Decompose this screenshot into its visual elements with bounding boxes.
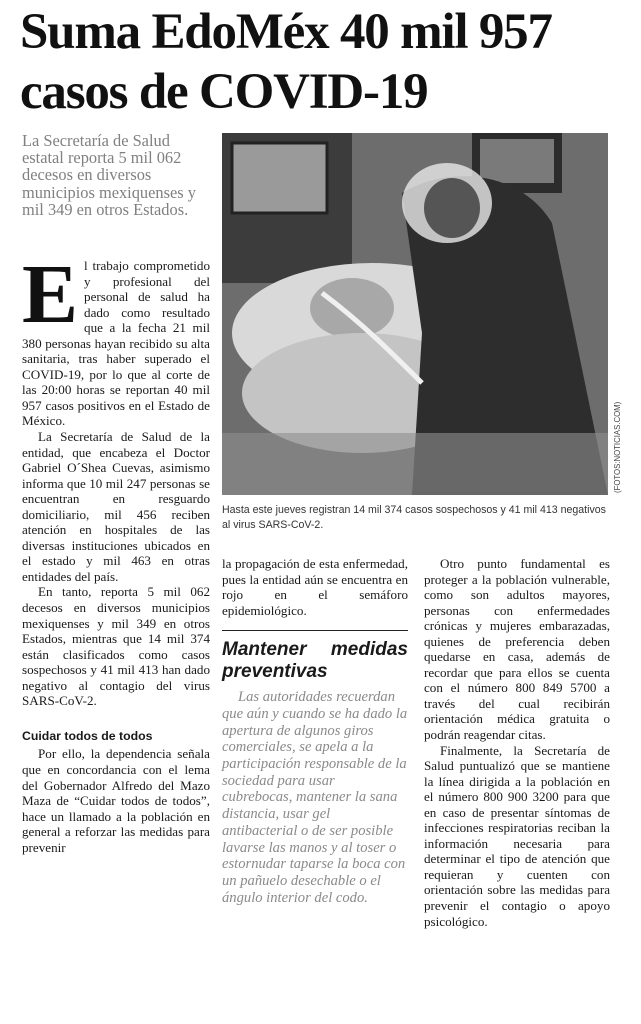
paragraph: Finalmente, la Secretaría de Salud puntualizó que se mantiene la línea dirigida a la población en el número 800 900 3200 para que en caso de presentar síntomas de infecciones respiratorias reciban la información necesaria para determinar el tipo de atención que requieran y cuenten con orientación sobre las medidas para prevenir el contagio o apoyo psicológico. xyxy=(424,742,610,929)
photo-credit-text: (FOTOS:NOTICIAS.COM) xyxy=(613,401,622,493)
paragraph: Por ello, la dependencia señala que en concordancia con el lema del Gobernador Alfredo del Mazo Maza de “Cuidar todos de todos”, hace un llamado a la población en general a reforzar las medidas para prevenir xyxy=(22,746,210,855)
headline: Suma EdoMéx 40 mil 957 casos de COVID-19 xyxy=(20,4,552,120)
medical-scene-illustration xyxy=(222,133,608,495)
photo-caption: Hasta este jueves registran 14 mil 374 casos sospechosos y 41 mil 413 negativos al virus SARS-CoV-2. xyxy=(222,504,606,531)
news-photo xyxy=(222,133,608,495)
article-column-2 xyxy=(222,556,408,906)
lead-paragraph-text: l trabajo comprometido y profesional del personal de salud ha dado como resultado que a la fecha 21 mil 380 personas hayan recibido su alta sanitaria, tras haber superado el COVID-19, por lo que al corte de las 20:00 horas se reportan 40 mil 957 casos positivos en el Estado de México. xyxy=(22,258,210,429)
sidebar-title: Mantener medidas preventivas xyxy=(222,639,408,683)
paragraph: En tanto, reporta 5 mil 062 decesos en diversos municipios mexiquenses y mil 349 en otros Estados, mientras que 14 mil 374 están clasificados como casos sospechosos y 41 mil 413 han dado negativo al contagio del virus SARS-CoV-2. xyxy=(22,584,210,709)
section-subtitle: Cuidar todos de todos xyxy=(22,728,153,743)
paragraph: Otro punto fundamental es proteger a la población vulnerable, como son adultos mayores, personas con enfermedades crónicas y mujeres embarazadas, quienes de preferencia deben quedarse en casa, además de recordar que para ellos se cuenta con el número 800 849 5700 a través del cual recibirán orientación médica gratuita o podrán reagendar citas. xyxy=(424,556,610,743)
sidebar-divider xyxy=(222,630,408,631)
sidebar-text: Las autoridades recuerdan que aún y cuando se ha dado la apertura de algunos giros comerciales, se apela a la participación responsable de la sociedad para usar cubrebocas, mantener la sana distancia, usar gel antibacterial o de ser posible lavarse las manos y al toser o estornudar taparse la boca con un pañuelo desechable o el ángulo interior del codo. xyxy=(222,689,408,906)
article-column-3 xyxy=(424,556,610,929)
article-column-1 xyxy=(22,248,210,855)
lead-paragraph xyxy=(22,248,210,429)
subhead: La Secretaría de Salud estatal reporta 5 mil 062 decesos en diversos municipios mexiquenses y mil 349 en otros Estados. xyxy=(22,131,196,219)
paragraph: La Secretaría de Salud de la entidad, que encabeza el Doctor Gabriel O´Shea Cuevas, asimismo informa que 10 mil 247 personas se encuentran en resguardo domiciliario, mil 456 reciben atención en hospitales de las diversas instituciones ubicados en el estado y mil 463 en otras entidades del país. xyxy=(22,429,210,584)
dropcap: E xyxy=(22,248,79,341)
paragraph: la propagación de esta enfermedad, pues la entidad aún se encuentra en rojo en el semáforo epidemiológico. xyxy=(222,556,408,618)
photo-credit xyxy=(611,133,631,495)
